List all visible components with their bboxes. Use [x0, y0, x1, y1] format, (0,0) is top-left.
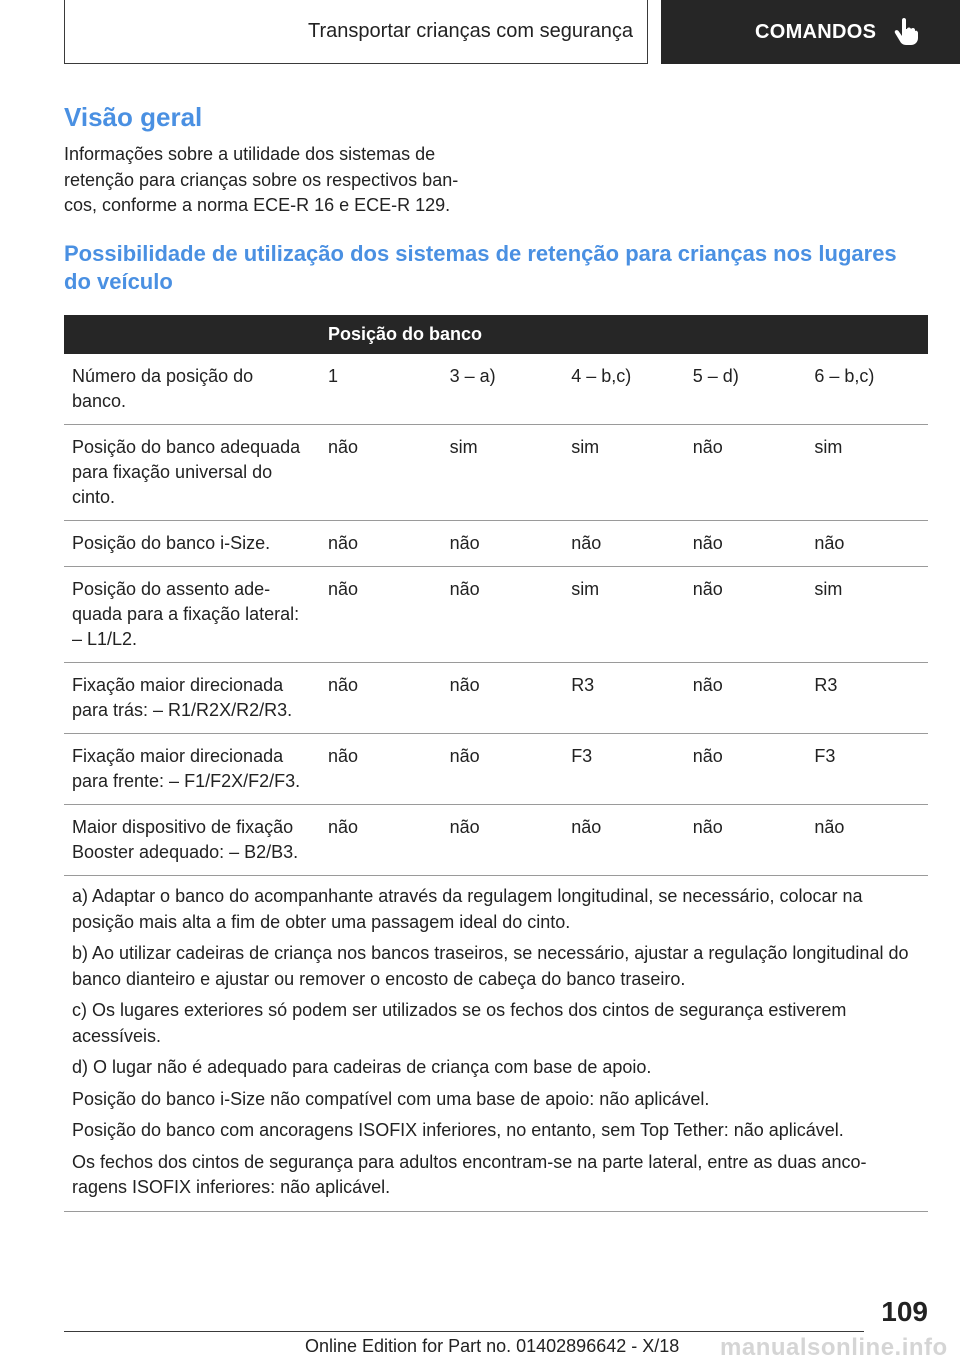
chapter-tab [661, 0, 960, 64]
overview-text: Informações sobre a utilidade dos sistemas de retenção para crianças sobre os respectivos ban- cos, conforme a norma ECE-R 16 e ECE-R 129. [64, 144, 459, 215]
table-row [64, 567, 928, 663]
table-cell: não [685, 663, 807, 734]
table-row [64, 425, 928, 521]
chapter-label: COMANDOS [755, 20, 877, 43]
table-cell: não [685, 805, 807, 876]
table-cell: sim [442, 425, 564, 521]
table-cell: não [442, 663, 564, 734]
table-row [64, 521, 928, 567]
table-row [64, 354, 928, 425]
table-header-row [64, 315, 928, 354]
table-cell: sim [563, 425, 685, 521]
note-d: d) O lugar não é adequado para cadeiras de criança com base de apoio. [72, 1057, 652, 1077]
note-a: a) Adaptar o banco do acompanhante através da regulagem longitudinal, se necessário, colocar na posição mais alta a fim de obter uma passagem ideal do cinto. [72, 886, 863, 932]
table-cell: sim [806, 425, 928, 521]
section-title: Transportar crianças com segurança [308, 20, 633, 42]
footer-divider [64, 1331, 864, 1332]
table-cell: sim [563, 567, 685, 663]
row-label: Número da posição do banco. [64, 354, 320, 425]
note-isize: Posição do banco i-Size não compatível com uma base de apoio: não aplicável. [72, 1088, 710, 1109]
table-cell: não [685, 425, 807, 521]
table-cell: não [563, 521, 685, 567]
table-cell: não [320, 734, 442, 805]
table-cell: não [806, 521, 928, 567]
row-label: Posição do banco adequada para fixação universal do cinto. [64, 425, 320, 521]
table-header-empty [64, 315, 320, 354]
table-cell: 5 – d) [685, 354, 807, 425]
note-b: b) Ao utilizar cadeiras de criança nos bancos traseiros, se necessário, ajustar a regulação longitudinal do banco dianteiro e ajustar ou remover o encosto de cabeça do banco traseiro. [72, 943, 909, 989]
hand-pointer-icon [894, 18, 918, 46]
section-title-bar [64, 0, 648, 64]
row-label: Maior dispositivo de fixação Booster adequado: – B2/B3. [64, 805, 320, 876]
table-cell: não [320, 521, 442, 567]
table-cell: não [806, 805, 928, 876]
watermark: manualsonline.info [720, 1334, 948, 1361]
table-cell: R3 [563, 663, 685, 734]
row-label: Posição do banco i-Size. [64, 521, 320, 567]
row-label: Posição do assento ade- quada para a fixação lateral: – L1/L2. [64, 567, 320, 663]
table-cell: não [685, 521, 807, 567]
table-cell: não [442, 734, 564, 805]
table-row [64, 734, 928, 805]
table-cell: 4 – b,c) [563, 354, 685, 425]
row-label: Fixação maior direcionada para frente: – F1/F2X/F2/F3. [64, 734, 320, 805]
page-number: 109 [881, 1296, 928, 1327]
table-cell: R3 [806, 663, 928, 734]
seat-position-table [64, 315, 928, 1212]
table-cell: não [320, 663, 442, 734]
table-cell: não [442, 805, 564, 876]
table-cell: 3 – a) [442, 354, 564, 425]
table-cell: não [563, 805, 685, 876]
table-row [64, 805, 928, 876]
note-c: c) Os lugares exteriores só podem ser utilizados se os fechos dos cintos de segurança estiverem acessíveis. [72, 1000, 847, 1046]
overview-heading: Visão geral [64, 102, 203, 132]
table-cell: não [320, 425, 442, 521]
table-notes [64, 876, 928, 1212]
table-cell: não [320, 567, 442, 663]
table-cell: F3 [806, 734, 928, 805]
footer-edition: Online Edition for Part no. 01402896642 - X/18 [305, 1336, 680, 1356]
table-notes-row [64, 876, 928, 1212]
note-isofix: Posição do banco com ancoragens ISOFIX inferiores, no entanto, sem Top Tether: não aplicável. [72, 1120, 844, 1140]
usage-heading: Possibilidade de utilização dos sistemas de retenção para crianças nos lugares do veículo [64, 241, 897, 294]
table-cell: F3 [563, 734, 685, 805]
table-cell: não [320, 805, 442, 876]
table-cell: 6 – b,c) [806, 354, 928, 425]
note-belt-buckles: Os fechos dos cintos de segurança para adultos encontram-se na parte lateral, entre as duas anco- ragens ISOFIX inferiores: não aplicável. [72, 1151, 867, 1197]
table-cell: não [442, 521, 564, 567]
table-cell: não [685, 734, 807, 805]
row-label: Fixação maior direcionada para trás: – R1/R2X/R2/R3. [64, 663, 320, 734]
table-row [64, 663, 928, 734]
table-cell: não [442, 567, 564, 663]
table-header-seat-position: Posição do banco [320, 315, 928, 354]
table-cell: 1 [320, 354, 442, 425]
table-cell: não [685, 567, 807, 663]
table-cell: sim [806, 567, 928, 663]
